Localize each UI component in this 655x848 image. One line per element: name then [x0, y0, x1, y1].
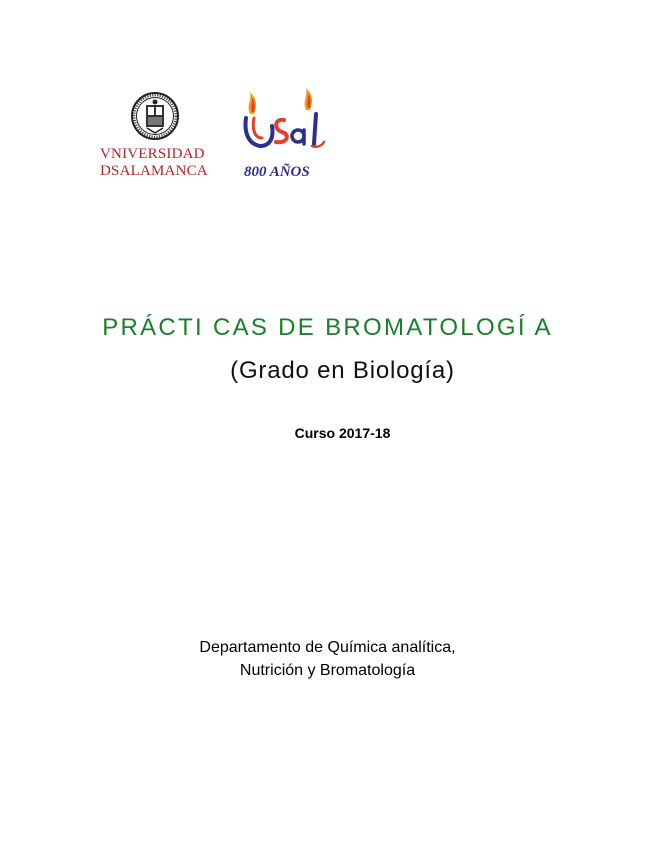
- department-line-2: Nutrición y Bromatología: [239, 662, 416, 679]
- university-seal-icon: [130, 92, 180, 140]
- department-block: [0, 636, 655, 682]
- anniversary-text: 800 AÑOS: [244, 164, 310, 180]
- university-logo: [100, 90, 212, 180]
- university-name-line2: DSALAMANCA: [100, 163, 208, 179]
- usal-800-anos-logo: [240, 88, 332, 182]
- university-name-line1: VNIVERSIDAD: [100, 146, 205, 162]
- document-subtitle: (Grado en Biología): [230, 357, 455, 384]
- university-name: [100, 146, 212, 180]
- department-line-1: Departamento de Química analítica,: [199, 639, 456, 656]
- course-year: Curso 2017-18: [294, 425, 391, 441]
- document-title: PRÁCTI CAS DE BROMATOLOGÍ A: [102, 314, 553, 341]
